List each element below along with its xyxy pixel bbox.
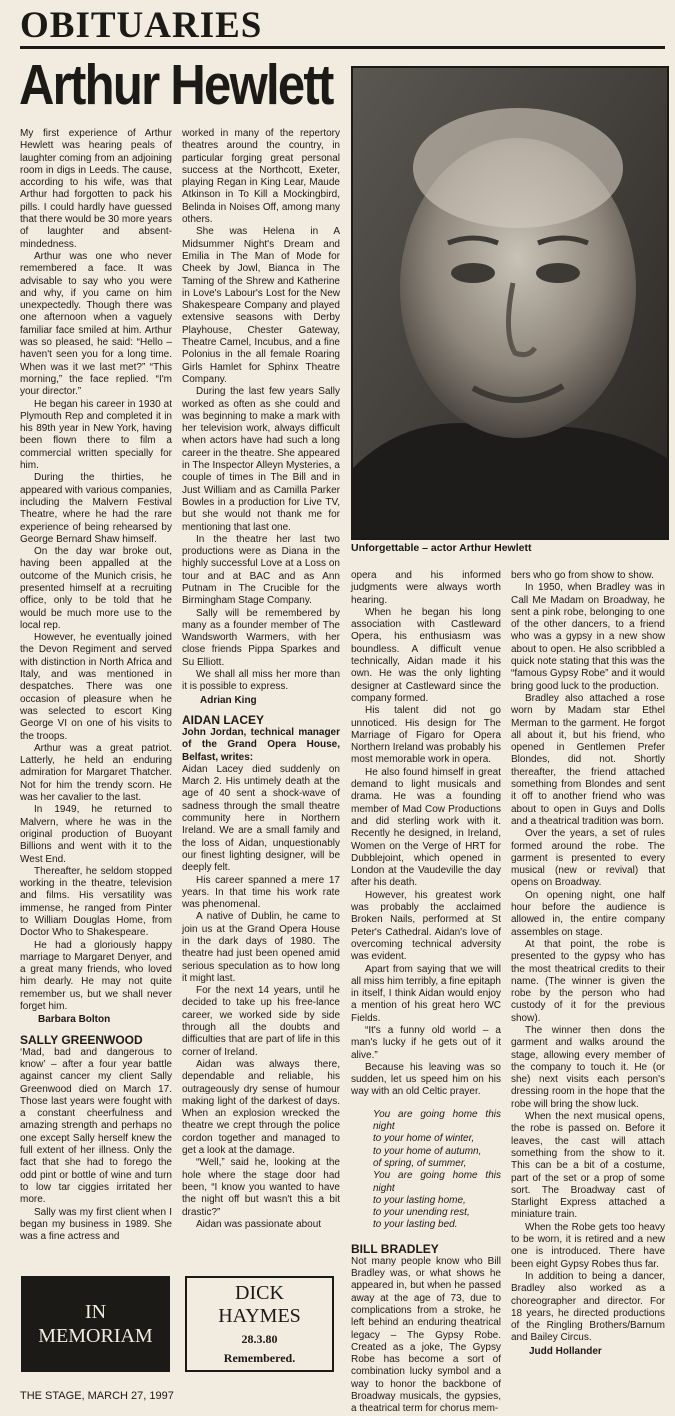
poem-line: to your home of autumn,: [373, 1145, 482, 1157]
paragraph: He also found himself in great demand to light musicals and drama. He was a founding member of Mad Cow Productions and did sterling work with it. Recently he designed, in Ireland, Women on the Verge of HRT for Dubblejoint, which opened in London at the Vaudeville the day after his death.: [351, 766, 501, 889]
paragraph: On opening night, one half hour before the audience is allowed in, the entire company assembles on stage.: [511, 889, 665, 938]
obituary-heading: SALLY GREENWOOD: [20, 1032, 143, 1047]
paragraph: She was Helena in A Midsummer Night's Dream and Emilia in The Man of Mode for Cheek by Jowl, Bianca in The Taming of the Shrew and Katherine in Love's Labour's Lost for the New Shakespeare Company and played extensive seasons with Derby Playhouse, Chester Gateway, Theatre Camel, Incubus, and a fine Polonius in the all female Roaring Girls Hamlet for Sphinx Theatre Company.: [182, 226, 340, 385]
paragraph: bers who go from show to show.: [511, 570, 654, 581]
paragraph: A native of Dublin, he came to join us at the Grand Opera House in the dark days of 1980. The theatre had just been opened amid serious speculation as to how long it might last.: [182, 911, 340, 984]
paragraph: ‘Mad, bad and dangerous to know’ – after a four year battle against cancer my client Sally Greenwood died on March 17. Those last years were fought with a constant cheerfulness and amazing strength and perhaps no one except Sally herself knew the full extent of her illness. Only the fact that she had to forego the odd pint or bottle of wine and turn to low tar ciggies irritated her more.: [20, 1046, 172, 1206]
paragraph: Not many people know who Bill Bradley was, or what shows he appeared in, but when he passed away at the age of 73, due to complications from a stroke, he left behind an enduring theatrical legacy – The Gypsy Robe. Created as a joke, The Gypsy Robe has become a sort of combination lucky symbol and a way to honor the backbone of Broadway musicals, the gypsies, a theatrical term for chorus mem-: [351, 1255, 501, 1415]
column-4: [511, 570, 665, 1385]
paragraph: However, his greatest work was probably the acclaimed Broken Nails, performed at St Peter's Cathedral. Aidan's love of overcoming technical adversity was evident.: [351, 889, 501, 963]
paragraph: Apart from saying that we will all miss him terribly, a fine epitaph in itself, I think Aidan would enjoy a mention of his great hero WC Fields.: [351, 963, 501, 1024]
author-signature: Judd Hollander: [529, 1345, 602, 1357]
paragraph: “It's a funny old world – a man's lucky if he gets out of it alive.”: [351, 1024, 501, 1061]
paragraph: worked in many of the repertory theatres around the country, in particular forging great personal success at the Northcott, Exeter, playing Regan in King Lear, Maude Atkinson in To Kill a Mockingbird, Belinda in Noises Off, among many others.: [182, 128, 340, 226]
portrait-photo: [351, 66, 669, 540]
writer-credit: John Jordan, technical manager of the Grand Opera House, Belfast, writes:: [182, 726, 340, 763]
publication-footer: THE STAGE, MARCH 27, 1997: [20, 1390, 174, 1402]
memoriam-line: MEMORIAM: [38, 1325, 153, 1347]
paragraph: Because his leaving was so sudden, let us speed him on his way with an old Celtic prayer.: [351, 1061, 501, 1098]
notice-name: DICK: [235, 1282, 284, 1304]
author-signature: Barbara Bolton: [38, 1014, 111, 1026]
paragraph: He had a gloriously happy marriage to Margaret Denyer, and a great many friends, who loved him dearly. He may not quite remember us, but we shall never forget him.: [20, 939, 172, 1013]
author-signature: Adrian King: [200, 694, 257, 706]
paragraph: Sally will be remembered by many as a founder member of The Wandsworth Warmers, with her close friends Pippa Sparkes and Su Elliott.: [182, 607, 340, 668]
paragraph: Aidan Lacey died suddenly on March 2. His untimely death at the age of 40 sent a shock-wave of sadness through the small theatre community here in Northern Ireland. We are a small family and the loss of Aidan, unquestionably our finest lighting designer, will be deeply felt.: [182, 763, 340, 874]
obituary-heading: AIDAN LACEY: [182, 712, 265, 727]
paragraph: In addition to being a dancer, Bradley also worked as a choreographer and director. For 18 years, he directed productions of the Ringling Brothers/Barnum and Bailey Circus.: [511, 1270, 665, 1344]
notice-text: Remembered.: [223, 1351, 296, 1365]
paragraph: Arthur was a great patriot. Latterly, he held an enduring admiration for Margaret Thatcher. Not for him the trendy scorn. He was her cavalier to the last.: [20, 742, 172, 804]
paragraph: For the next 14 years, until he decided to take up his free-lance career, we worked side by side through all the doubts and difficulties that are part of life in this corner of Ireland.: [182, 985, 340, 1058]
paragraph: On the day war broke out, having been appalled at the outcome of the Munich crisis, he presented himself at a recruiting office, only to be told that he would be much more use to the local rep.: [20, 546, 172, 631]
poem-line: to your lasting bed.: [373, 1219, 458, 1231]
paragraph: Bradley also attached a rose worn by Madam star Ethel Merman to the garment. He forgot all about it, but his friend, who opened in Gentlemen Prefer Blondes, did not. Shortly thereafter, the friend attached something from Blondes and sent it off to another friend who was about to open in Guys and Dolls and a theatrical tradition was born.: [511, 692, 665, 827]
paragraph: During the thirties, he appeared with various companies, including the Malvern Festival Theatre, where he had the rare experience of being rehearsed by George Bernard Shaw himself.: [20, 472, 172, 545]
paragraph: During the last few years Sally worked as often as she could and was beginning to make a mark with her television work, always difficult when actors have had such a long career in the theatre. She appeared in The Inspector Alleyn Mysteries, a couple of times in The Bill and in Just William and as Camilla Parker Bowles in a production for Live TV, but she would not thank me for mentioning that last one.: [182, 386, 340, 533]
paragraph: Aidan was passionate about: [196, 1218, 322, 1230]
poem-line: to your home of winter,: [373, 1133, 475, 1145]
paragraph: In the theatre her last two productions were as Diana in the highly successful Love at a Loss on tour and at BAC and as Ann Putnam in The Crucible for the Birmingham Stage Company.: [182, 533, 340, 607]
section-title: OBITUARIES: [20, 5, 263, 46]
paragraph: My first experience of Arthur Hewlett was hearing peals of laughter coming from an adjoining room in digs in Leeds. The cause, according to his wife, was that Arthur had forgotten to pack his pills. I could hardly have guessed that there would be 30 more years of laughter and absent-mindedness.: [20, 128, 172, 250]
paragraph: In 1949, he returned to Malvern, where he was in the original production of Buoyant Billions and went with it to the West End.: [20, 804, 172, 865]
obituary-heading: BILL BRADLEY: [351, 1241, 439, 1256]
notice-date: 28.3.80: [241, 1332, 278, 1346]
paragraph: However, he eventually joined the Devon Regiment and served with distinction in North Africa and Italy, and was mentioned in despatches. There was one occasion of pleasure when he was selected to escort King George VI on one of his visits to the troops.: [20, 632, 172, 742]
paragraph: The winner then dons the garment and walks around the stage, allowing every member of the company to touch it. He (or she) next visits each person's dressing room in the hope that the robe will bring the show luck.: [511, 1024, 665, 1110]
column-2: [182, 128, 340, 1258]
column-1: [20, 128, 172, 1258]
paragraph: When he began his long association with Castleward Opera, his enthusiasm was boundless. A difficult venue technically, Aidan made it his own. He was the only lighting designer at Castleward since the company formed.: [351, 606, 501, 704]
paragraph: In 1950, when Bradley was in Call Me Madam on Broadway, he sent a pink robe, belonging to one of the other dancers, to a friend who was a gypsy in a new show about to open. He also scribbled a quick note stating that this was the “famous Gypsy Robe” and it would bring good luck to the production.: [511, 582, 665, 692]
column-3: [351, 570, 501, 1415]
paragraph: He began his career in 1930 at Plymouth Rep and completed it in his 89th year in New York, having been flown there to film a commercial written specially for him.: [20, 398, 172, 472]
paragraph: Aidan was always there, dependable and reliable, his outrageously dry sense of humour making light of the darkest of days. When an explosion wrecked the theatre we crept through the police cordon together and managed to get a look at the damage.: [182, 1058, 340, 1157]
headline: Arthur Hewlett: [19, 53, 333, 117]
celtic-prayer: [373, 1109, 501, 1232]
paragraph: When the Robe gets too heavy to be worn, it is retired and a new one is introduced. There have been eight Gypsy Robes thus far.: [511, 1221, 665, 1270]
in-memoriam-box: [21, 1276, 170, 1372]
paragraph: Sally was my first client when I began my business in 1989. She was a fine actress and: [20, 1206, 172, 1243]
poem-line: to your lasting home,: [373, 1194, 466, 1206]
poem-line: You are going home this night: [373, 1170, 501, 1194]
remembrance-notice: [185, 1276, 334, 1372]
paragraph: Arthur was one who never remembered a face. It was advisable to say who you were and why, if you came on him unexpectedly. Though there was one afternoon when a vaguely familiar face smiled at him. Arthur was so pleased, he said: “Hello – haven't seen you for a long time. When was it we last met?” “This morning,” the face replied. “I'm your director.”: [20, 250, 172, 398]
paragraph: At that point, the robe is presented to the gypsy who has the most theatrical credits to their name. (The winner is given the robe by the person who had custody of it for the previous show).: [511, 938, 665, 1024]
notice-name: HAYMES: [218, 1305, 301, 1327]
poem-line: to your unending rest,: [373, 1207, 470, 1219]
paragraph: When the next musical opens, the robe is passed on. Before it leaves, the cast will attach something from the show to it. This can be a bit of a costume, part of the set or a prop of some sort. The Broadway cast of Starlight Express attached a miniature train.: [511, 1111, 665, 1221]
masthead: [20, 5, 665, 49]
paragraph: opera and his informed judgments were always worth hearing.: [351, 570, 501, 606]
memoriam-line: IN: [84, 1301, 107, 1323]
poem-line: of spring, of summer,: [373, 1157, 467, 1169]
portrait-illustration: [353, 68, 667, 538]
paragraph: We shall all miss her more than it is possible to express.: [182, 669, 340, 693]
paragraph: His talent did not go unnoticed. His design for The Marriage of Figaro for Opera Northern Ireland was probably his most memorable work in opera.: [351, 705, 501, 766]
paragraph: His career spanned a mere 17 years. In that time his work rate was phenomenal.: [182, 874, 340, 911]
photo-caption: Unforgettable – actor Arthur Hewlett: [351, 542, 532, 554]
paragraph: Over the years, a set of rules formed around the robe. The garment is presented to every musical (new or revival) that opens on Broadway.: [511, 828, 665, 889]
paragraph: “Well,” said he, looking at the hole where the stage door had been, “I know you wanted to have the night off but wasn't this a bit drastic?”: [182, 1157, 340, 1218]
poem-line: You are going home this night: [373, 1108, 501, 1133]
paragraph: Thereafter, he seldom stopped working in the theatre, television and films. His versatility was immense, he ranged from Pinter to William Douglas Home, from Doctor Who to Shakespeare.: [20, 865, 172, 939]
